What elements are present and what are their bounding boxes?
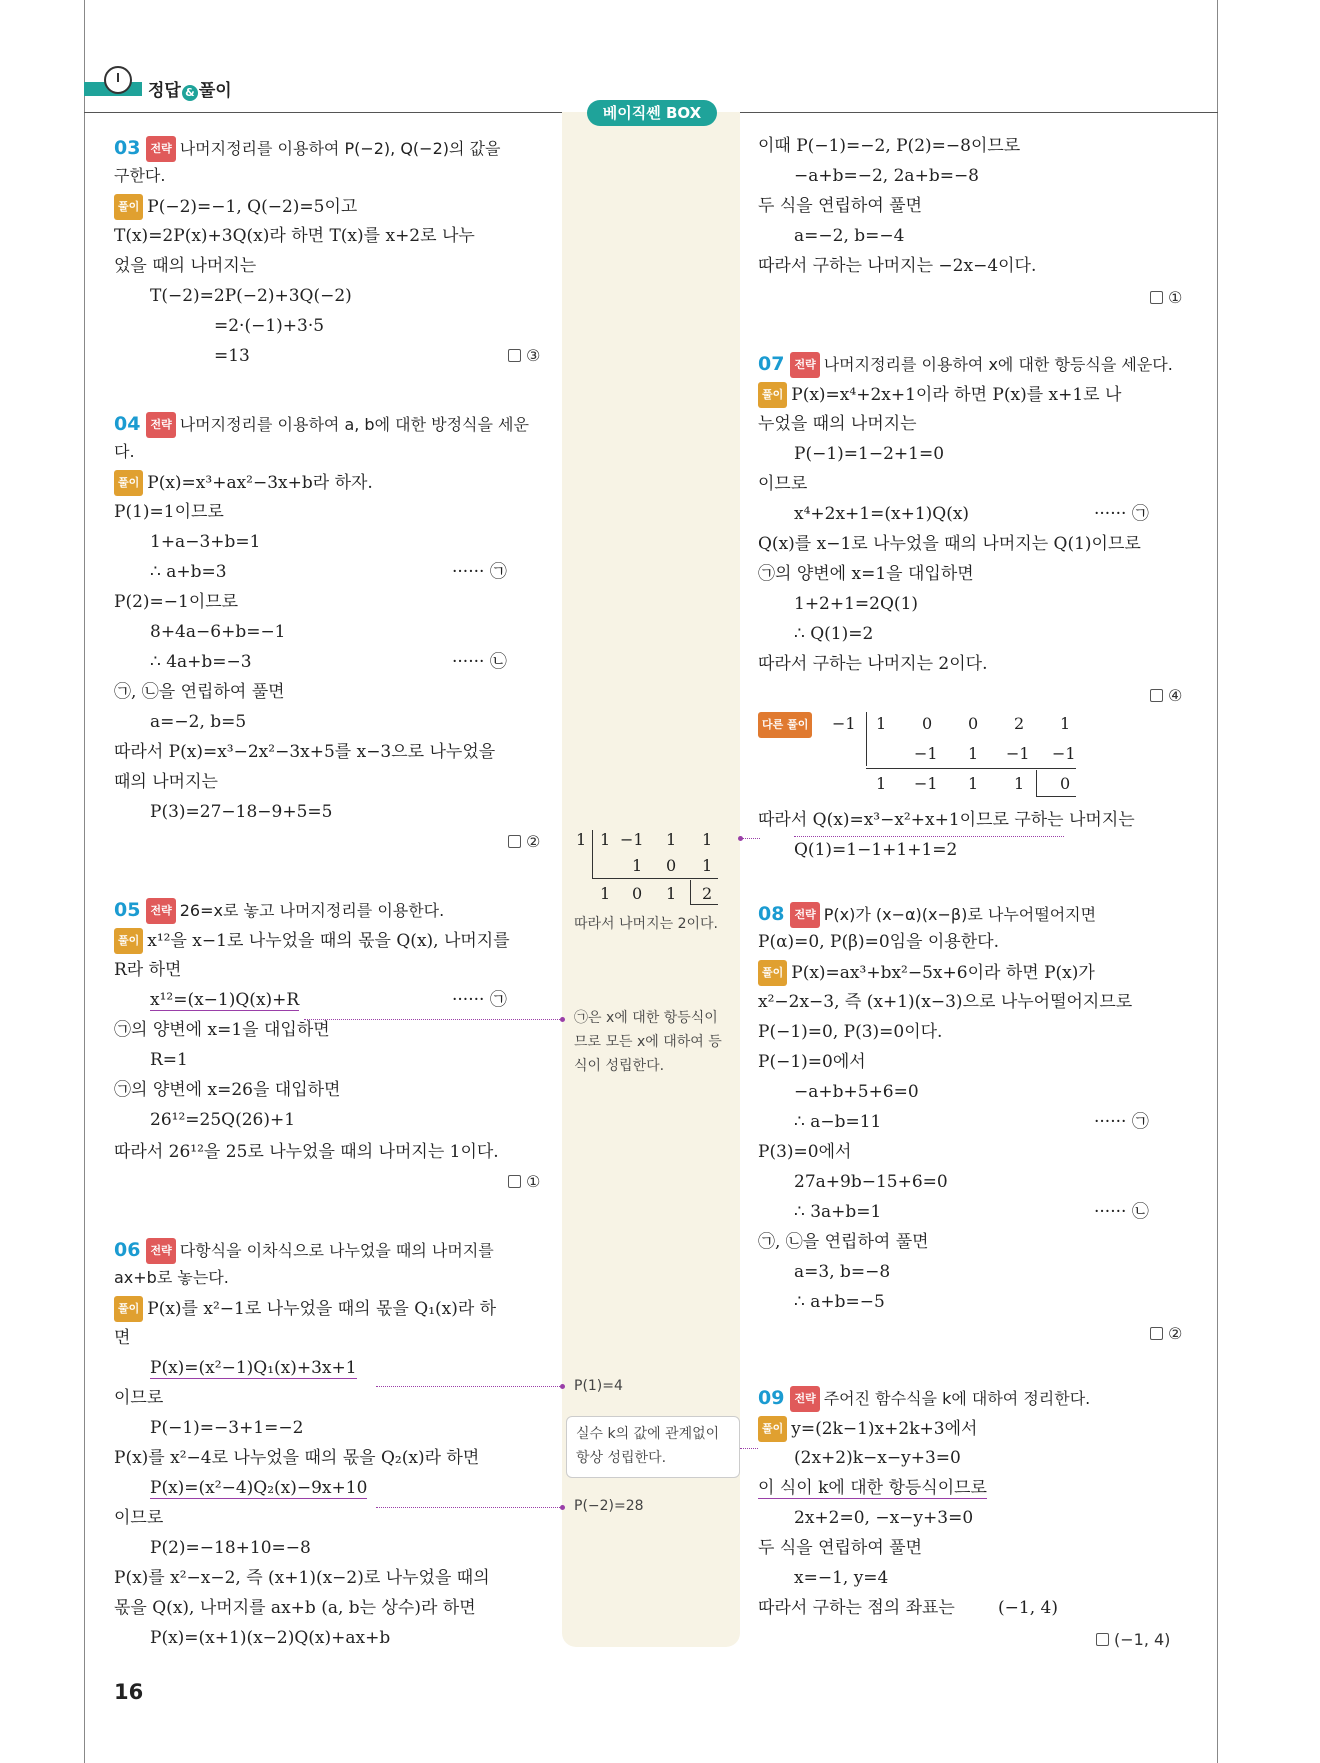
- text-line: P(−1)=1−2+1=0: [794, 444, 945, 464]
- text-line: P(x)=(x+1)(x−2)Q(x)+ax+b: [150, 1628, 391, 1648]
- text-line: 면: [114, 1328, 131, 1348]
- text-line: −a+b=−2, 2a+b=−8: [794, 166, 979, 186]
- note-identity: 식이 성립한다.: [574, 1058, 665, 1074]
- text-line: ∴ 4a+b=−3: [150, 652, 252, 672]
- text-line: ∴ a−b=11: [794, 1112, 882, 1132]
- text-line: x²−2x−3, 즉 (x+1)(x−3)으로 나누어떨어지므로: [758, 992, 1133, 1012]
- text-line: 이므로: [114, 1508, 164, 1528]
- connector-line: [376, 1507, 562, 1508]
- problem-09-head: 09 전략 주어진 함수식을 k에 대하여 정리한다.: [758, 1386, 1090, 1412]
- answer-03: ③: [508, 346, 540, 365]
- text-line: =13: [214, 346, 250, 366]
- syn-box: [690, 880, 691, 904]
- syn-cell: 1: [600, 830, 611, 849]
- underline-dotted: [794, 836, 1064, 837]
- text-line: 8+4a−6+b=−1: [150, 622, 286, 642]
- text-line: ㉠의 양변에 x=26을 대입하면: [114, 1080, 341, 1100]
- text-line: P(2)=−18+10=−8: [150, 1538, 311, 1558]
- page-number: 16: [114, 1680, 144, 1704]
- text-line: a=−2, b=5: [150, 712, 247, 732]
- text-line: ∴ a+b=−5: [794, 1292, 885, 1312]
- answer-icon: [1150, 1327, 1163, 1340]
- text-line: 풀이 P(−2)=−1, Q(−2)=5이고: [114, 194, 357, 220]
- text-line: x⁴+2x+1=(x+1)Q(x): [794, 504, 970, 524]
- mark: ······ ㉠: [1094, 504, 1149, 524]
- text-line: (−1, 4): [998, 1598, 1058, 1618]
- syn-cell: 1: [1060, 714, 1071, 733]
- text-line: R라 하면: [114, 960, 182, 980]
- problem-08-head: 08 전략 P(x)가 (x−α)(x−β)로 나누어떨어지면: [758, 902, 1096, 928]
- note-p-2: P(−2)=28: [574, 1498, 644, 1514]
- text-line: P(1)=1이므로: [114, 502, 224, 522]
- answer-icon: [508, 1175, 521, 1188]
- note-box-text: 항상 성립한다.: [576, 1450, 667, 1466]
- answer-04: ②: [508, 832, 540, 851]
- text-line: =2·(−1)+3·5: [214, 316, 325, 336]
- syn-rule: [866, 768, 1076, 769]
- syn-cell: 1: [876, 774, 887, 793]
- text-line: a=−2, b=−4: [794, 226, 905, 246]
- syn-cell: 2: [702, 884, 713, 903]
- text-line: P(−1)=0, P(3)=0이다.: [758, 1022, 943, 1042]
- text-line: 1+a−3+b=1: [150, 532, 261, 552]
- answer-06: ①: [1150, 288, 1182, 307]
- answer-icon: [508, 835, 521, 848]
- mark: ······ ㉡: [452, 652, 507, 672]
- syn-cell: −1: [1052, 744, 1076, 763]
- syn-cell: 0: [1060, 774, 1071, 793]
- note-p1: P(1)=4: [574, 1378, 623, 1394]
- syn-cell: 1: [702, 830, 713, 849]
- problem-03-head: 03 전략 나머지정리를 이용하여 P(−2), Q(−2)의 값을: [114, 136, 500, 162]
- text-line: 풀이 P(x)를 x²−1로 나누었을 때의 몫을 Q₁(x)라 하: [114, 1296, 496, 1322]
- text-line: P(x)=(x²−4)Q₂(x)−9x+10: [150, 1478, 368, 1498]
- syn-cell: 1: [968, 744, 979, 763]
- syn-cell: −1: [914, 744, 938, 763]
- syn-cell: 0: [632, 884, 643, 903]
- note-box-text: 실수 k의 값에 관계없이: [576, 1426, 720, 1442]
- text-line: P(3)=0에서: [758, 1142, 852, 1162]
- text-line: Q(1)=1−1+1+1=2: [794, 840, 958, 860]
- text-line: x¹²=(x−1)Q(x)+R: [150, 990, 300, 1010]
- text-line: P(α)=0, P(β)=0임을 이용한다.: [758, 932, 999, 952]
- text-line: P(−1)=0에서: [758, 1052, 866, 1072]
- text-line: 이때 P(−1)=−2, P(2)=−8이므로: [758, 136, 1021, 156]
- text-line: R=1: [150, 1050, 188, 1070]
- text-line: 27a+9b−15+6=0: [794, 1172, 948, 1192]
- text-line: 풀이 P(x)=x⁴+2x+1이라 하면 P(x)를 x+1로 나: [758, 382, 1121, 408]
- text-line: 풀이 P(x)=x³+ax²−3x+b라 하자.: [114, 470, 373, 496]
- mark: ······ ㉡: [1094, 1202, 1149, 1222]
- answer-09: (−1, 4): [1096, 1630, 1170, 1649]
- text-line: 이므로: [114, 1388, 164, 1408]
- syn-cell: 1: [968, 774, 979, 793]
- text-line: Q(x)를 x−1로 나누었을 때의 나머지는 Q(1)이므로: [758, 534, 1141, 554]
- syn-cell: 1: [666, 884, 677, 903]
- problem-05-head: 05 전략 26=x로 놓고 나머지정리를 이용한다.: [114, 898, 444, 924]
- text-line: 따라서 구하는 나머지는 −2x−4이다.: [758, 256, 1037, 276]
- syn-rule: [592, 878, 718, 879]
- text-line: P(x)=(x²−1)Q₁(x)+3x+1: [150, 1358, 357, 1378]
- note-identity: ㉠은 x에 대한 항등식이: [574, 1010, 718, 1026]
- text-line: 따라서 구하는 점의 좌표는: [758, 1598, 955, 1618]
- connector-line: [740, 1448, 758, 1449]
- alt-solution-head: 다른 풀이: [758, 712, 816, 738]
- problem-04-head: 04 전략 나머지정리를 이용하여 a, b에 대한 방정식을 세운: [114, 412, 529, 438]
- answer-icon: [1150, 689, 1163, 702]
- answer-08: ②: [1150, 1324, 1182, 1343]
- syn-cell: 0: [968, 714, 979, 733]
- text-line: 26¹²=25Q(26)+1: [150, 1110, 296, 1130]
- syn-cell: 1: [576, 830, 587, 849]
- connector-line: [742, 838, 760, 839]
- text-line: (2x+2)k−x−y+3=0: [794, 1448, 961, 1468]
- syn-cell: 1: [632, 856, 643, 875]
- text-line: 다.: [114, 442, 135, 461]
- syn-cell: −1: [1006, 744, 1030, 763]
- text-line: −a+b+5+6=0: [794, 1082, 919, 1102]
- header-title: 정답 & 풀이: [148, 81, 232, 101]
- text-line: ∴ 3a+b=1: [794, 1202, 882, 1222]
- syn-cell: 2: [1014, 714, 1025, 733]
- answer-icon: [508, 349, 521, 362]
- text-line: ax+b로 놓는다.: [114, 1268, 229, 1287]
- basic-box-badge: 베이직쎈 BOX: [587, 100, 717, 126]
- text-line: ㉠, ㉡을 연립하여 풀면: [114, 682, 285, 702]
- answer-07: ④: [1150, 686, 1182, 705]
- text-line: 두 식을 연립하여 풀면: [758, 1538, 923, 1558]
- syn-box: [690, 904, 718, 905]
- text-line: P(−1)=−3+1=−2: [150, 1418, 304, 1438]
- syn-cell: 1: [702, 856, 713, 875]
- clock-icon: [104, 66, 132, 94]
- syn-cell: 1: [666, 830, 677, 849]
- syn-cell: 0: [666, 856, 677, 875]
- syn-divider: [866, 712, 867, 766]
- text-line: 풀이 x¹²을 x−1로 나누었을 때의 몫을 Q(x), 나머지를: [114, 928, 510, 954]
- text-line: 몫을 Q(x), 나머지를 ax+b (a, b는 상수)라 하면: [114, 1598, 476, 1618]
- text-line: T(x)=2P(x)+3Q(x)라 하면 T(x)를 x+2로 나누: [114, 226, 475, 246]
- syn-cell: 0: [922, 714, 933, 733]
- text-line: ㉠, ㉡을 연립하여 풀면: [758, 1232, 929, 1252]
- syn-cell: −1: [832, 714, 856, 733]
- text-line: P(2)=−1이므로: [114, 592, 239, 612]
- note-identity: 므로 모든 x에 대하여 등: [574, 1034, 722, 1050]
- text-line: 1+2+1=2Q(1): [794, 594, 919, 614]
- note-remainder: 따라서 나머지는 2이다.: [574, 916, 718, 932]
- text-line: P(x)를 x²−x−2, 즉 (x+1)(x−2)로 나누었을 때의: [114, 1568, 490, 1588]
- answer-05: ①: [508, 1172, 540, 1191]
- connector-line: [376, 1386, 562, 1387]
- text-line: 이므로: [758, 474, 808, 494]
- text-line: 풀이 P(x)=ax³+bx²−5x+6이라 하면 P(x)가: [758, 960, 1095, 986]
- text-line: T(−2)=2P(−2)+3Q(−2): [150, 286, 352, 306]
- text-line: 때의 나머지는: [114, 772, 218, 792]
- text-line: 따라서 구하는 나머지는 2이다.: [758, 654, 988, 674]
- text-line: ㉠의 양변에 x=1을 대입하면: [758, 564, 974, 584]
- problem-06-head: 06 전략 다항식을 이차식으로 나누었을 때의 나머지를: [114, 1238, 494, 1264]
- syn-cell: 1: [876, 714, 887, 733]
- text-line: ㉠의 양변에 x=1을 대입하면: [114, 1020, 330, 1040]
- problem-07-head: 07 전략 나머지정리를 이용하여 x에 대한 항등식을 세운다.: [758, 352, 1173, 378]
- mark: ······ ㉠: [452, 990, 507, 1010]
- text-line: 누었을 때의 나머지는: [758, 414, 917, 434]
- syn-box: [1036, 796, 1076, 797]
- text-line: 었을 때의 나머지는: [114, 256, 257, 276]
- text-line: ∴ a+b=3: [150, 562, 227, 582]
- text-line: P(x)를 x²−4로 나누었을 때의 몫을 Q₂(x)라 하면: [114, 1448, 480, 1468]
- text-line: 풀이 y=(2k−1)x+2k+3에서: [758, 1416, 977, 1442]
- text-line: a=3, b=−8: [794, 1262, 891, 1282]
- text-line: 2x+2=0, −x−y+3=0: [794, 1508, 974, 1528]
- text-line: 구한다.: [114, 166, 166, 185]
- text-line: 두 식을 연립하여 풀면: [758, 196, 923, 216]
- syn-cell: 1: [600, 884, 611, 903]
- text-line: 이 식이 k에 대한 항등식이므로: [758, 1478, 987, 1498]
- text-line: 따라서 P(x)=x³−2x²−3x+5를 x−3으로 나누었을: [114, 742, 496, 762]
- syn-cell: −1: [620, 830, 644, 849]
- syn-cell: 1: [1014, 774, 1025, 793]
- mark: ······ ㉠: [452, 562, 507, 582]
- mark: ······ ㉠: [1094, 1112, 1149, 1132]
- syn-divider: [592, 830, 593, 878]
- syn-box: [1036, 770, 1037, 796]
- connector-line: [304, 1019, 562, 1020]
- answer-icon: [1150, 291, 1163, 304]
- text-line: 따라서 26¹²을 25로 나누었을 때의 나머지는 1이다.: [114, 1142, 499, 1162]
- text-line: P(3)=27−18−9+5=5: [150, 802, 333, 822]
- text-line: x=−1, y=4: [794, 1568, 889, 1588]
- text-line: 따라서 Q(x)=x³−x²+x+1이므로 구하는 나머지는: [758, 810, 1135, 830]
- syn-cell: −1: [914, 774, 938, 793]
- answer-icon: [1096, 1633, 1109, 1646]
- text-line: ∴ Q(1)=2: [794, 624, 874, 644]
